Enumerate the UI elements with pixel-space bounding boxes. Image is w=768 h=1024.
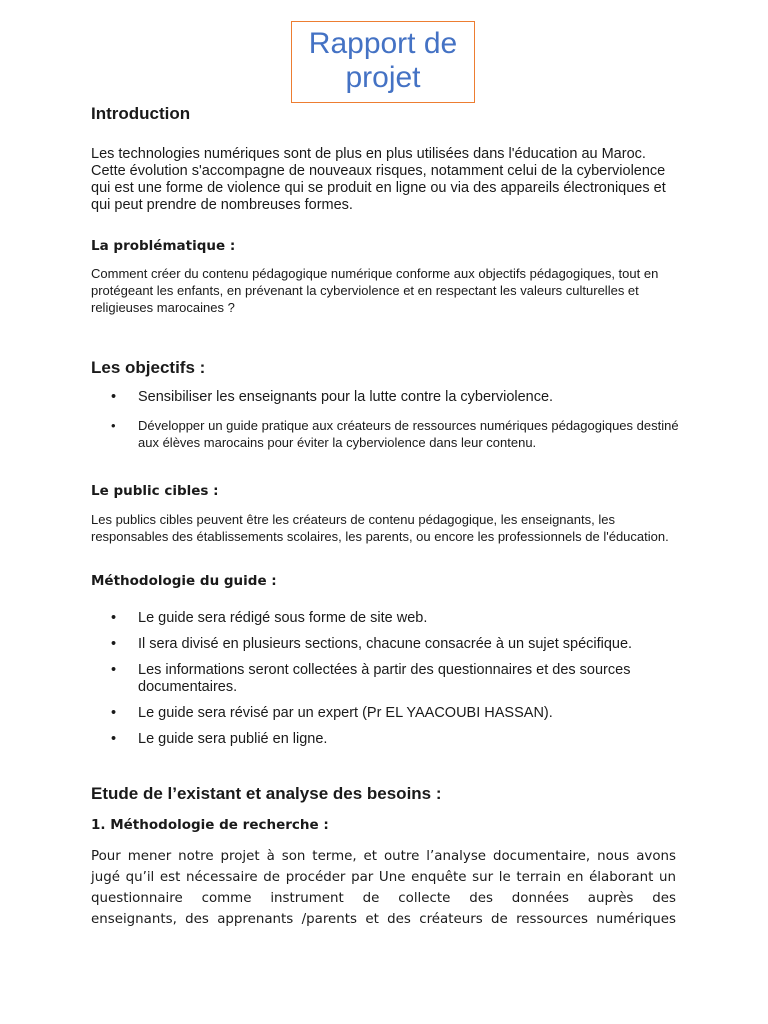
methodologie-recherche-paragraph — [91, 846, 676, 930]
methodologie-item: • Le guide sera révisé par un expert (Pr EL YAACOUBI HASSAN). — [91, 705, 681, 722]
methodologie-item: • Le guide sera rédigé sous forme de site web. — [91, 610, 681, 627]
report-title-box — [291, 21, 475, 103]
objectif-item: • Sensibiliser les enseignants pour la lutte contre la cyberviolence. — [91, 389, 681, 406]
public-heading: Le public cibles : — [91, 483, 219, 499]
paragraph-line: jugé qu’il est nécessaire de procéder par Une enquête sur le terrain en élaborant un — [91, 870, 676, 885]
paragraph-line: questionnaire comme instrument de collecte des données auprès des — [91, 891, 676, 906]
methodologie-item: • Le guide sera publié en ligne. — [91, 731, 681, 748]
methodologie-guide-heading: Méthodologie du guide : — [91, 573, 277, 589]
etude-heading: Etude de l’existant et analyse des besoins : — [91, 784, 442, 803]
problematique-text: Comment créer du contenu pédagogique numérique conforme aux objectifs pédagogiques, tout en protégeant les enfants, en prévenant la cyberviolence et en respectant les valeurs culturelles et religieuses marocaines ? — [91, 266, 659, 315]
objectifs-list — [91, 389, 681, 451]
paragraph-line: Pour mener notre projet à son terme, et outre l’analyse documentaire, nous avons — [91, 849, 676, 864]
objectifs-heading: Les objectifs : — [91, 358, 206, 377]
introduction-heading: Introduction — [91, 104, 191, 123]
methodologie-guide-list — [91, 610, 681, 757]
methodologie-recherche-heading: 1. Méthodologie de recherche : — [91, 817, 329, 833]
methodologie-item: • Les informations seront collectées à partir des questionnaires et des sources documentaires. — [91, 662, 681, 696]
problematique-heading: La problématique : — [91, 238, 236, 254]
methodologie-item: • Il sera divisé en plusieurs sections, chacune consacrée à un sujet spécifique. — [91, 636, 681, 653]
paragraph-line: enseignants, des apprenants /parents et des créateurs de ressources numériques — [91, 912, 676, 927]
introduction-text: Les technologies numériques sont de plus en plus utilisées dans l'éducation au Maroc. Cette évolution s'accompagne de nouveaux risques, notamment celui de la cyberviolence qui est une forme de violence qui se produit en ligne ou via des appareils électroniques et qui peut prendre de nombreuses formes. — [91, 146, 666, 213]
public-text: Les publics cibles peuvent être les créateurs de contenu pédagogique, les enseignants, les responsables des établissements scolaires, les parents, ou encore les professionnels de l'éducation. — [91, 512, 669, 544]
report-title-line-1: Rapport de — [308, 27, 458, 60]
report-title-line-2: projet — [345, 61, 421, 94]
objectif-item: • Développer un guide pratique aux créateurs de ressources numériques pédagogiques destiné aux élèves marocains pour éviter la cyberviolence dans leur contenu. — [91, 417, 681, 451]
